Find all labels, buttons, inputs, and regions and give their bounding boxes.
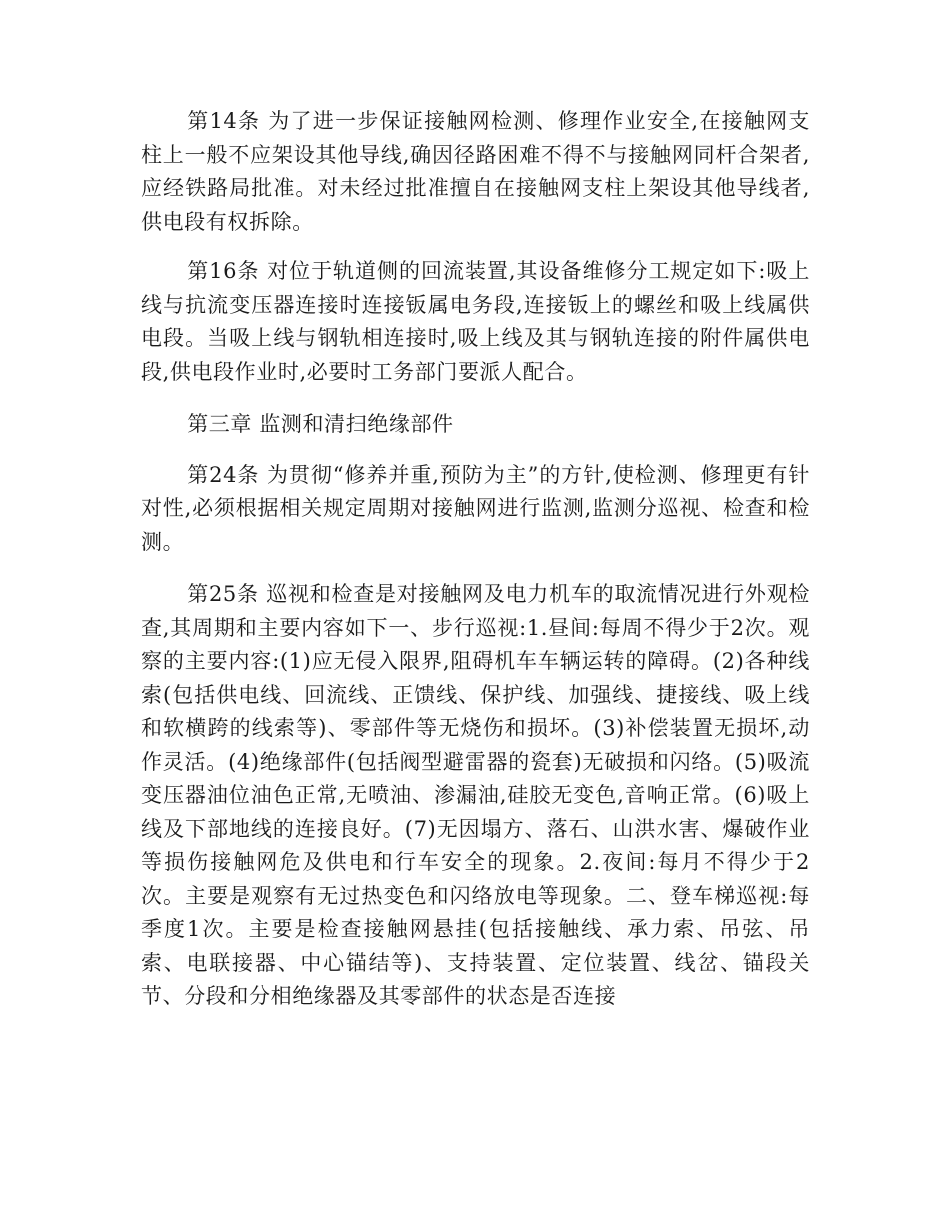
article-16-paragraph: 第16条 对位于轨道侧的回流装置,其设备维修分工规定如下:吸上线与抗流变压器连接时连接钣属电务段,连接钣上的螺丝和吸上线属供电段。当吸上线与钢轨相连接时,吸上线及其与钢轨连接的附件属供电段,供电段作业时,必要时工务部门要派人配合。 [141, 259, 810, 384]
article-25-paragraph: 第25条 巡视和检查是对接触网及电力机车的取流情况进行外观检查,其周期和主要内容如下一、步行巡视:1.昼间:每周不得少于2次。观察的主要内容:(1)应无侵入限界,阻碍机车车辆运转的障碍。(2)各种线索(包括供电线、回流线、正馈线、保护线、加强线、捷接线、吸上线和软横跨的线索等)、零部件等无烧伤和损坏。(3)补偿装置无损坏,动作灵活。(4)绝缘部件(包括阀型避雷器的瓷套)无破损和闪络。(5)吸流变压器油位油色正常,无喷油、渗漏油,硅胶无变色,音响正常。(6)吸上线及下部地线的连接良好。(7)无因塌方、落石、山洪水害、爆破作业等损伤接触网危及供电和行车安全的现象。2.夜间:每月不得少于2次。主要是观察有无过热变色和闪络放电等现象。二、登车梯巡视:每季度1次。主要是检查接触网悬挂(包括接触线、承力索、吊弦、吊索、电联接器、中心锚结等)、支持装置、定位装置、线岔、锚段关节、分段和分相绝缘器及其零部件的状态是否连接 [141, 582, 810, 1008]
document-body [141, 105, 810, 1014]
article-24-paragraph: 第24条 为贯彻“修养并重,预防为主”的方针,使检测、修理更有针对性,必须根据相关规定周期对接触网进行监测,监测分巡视、检查和检测。 [141, 462, 810, 554]
article-14-paragraph: 第14条 为了进一步保证接触网检测、修理作业安全,在接触网支柱上一般不应架设其他导线,确因径路困难不得不与接触网同杆合架者,应经铁路局批准。对未经过批准擅自在接触网支柱上架设其他导线者,供电段有权拆除。 [141, 109, 810, 234]
chapter-heading: 第三章 监测和清扫绝缘部件 [187, 412, 454, 436]
